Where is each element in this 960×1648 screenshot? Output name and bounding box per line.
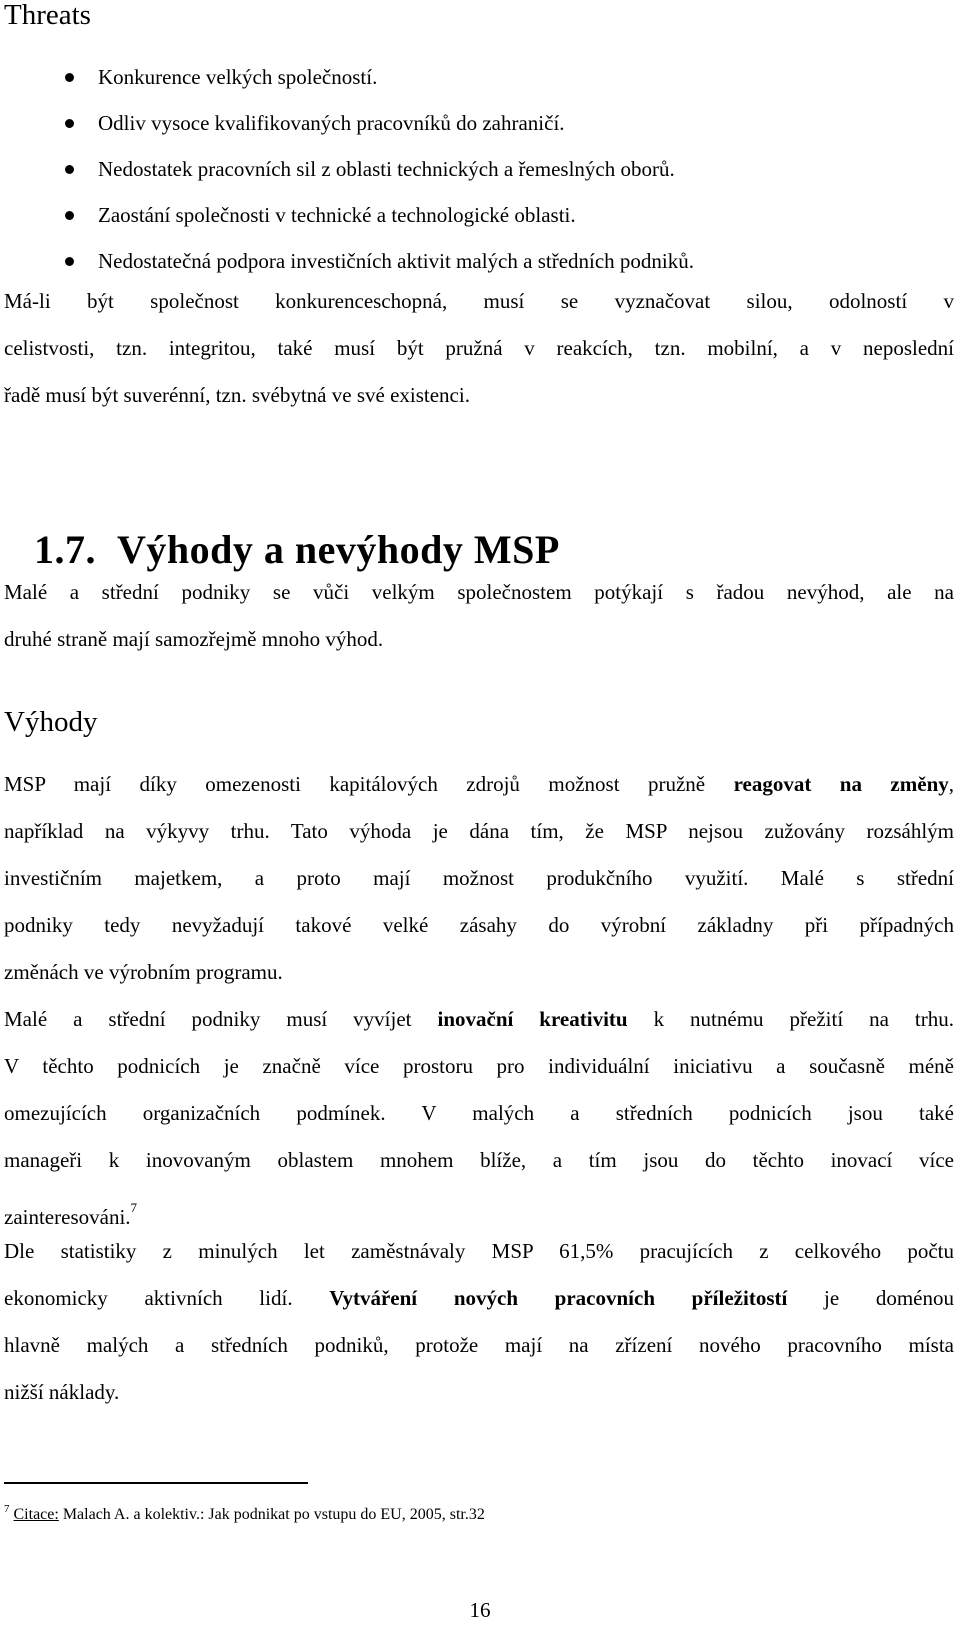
- bullet-icon: [65, 165, 74, 174]
- list-item: [0, 146, 694, 192]
- paragraph-line: omezujících organizačních podmínek. V malých a středních podnicích jsou také: [4, 1101, 954, 1125]
- footnote-number: 7: [4, 1503, 10, 1515]
- vyhody-heading: Výhody: [4, 706, 98, 738]
- list-item: [0, 54, 694, 100]
- threats-heading: Threats: [4, 0, 91, 31]
- text-run: ,: [948, 772, 954, 796]
- paragraph-line: například na výkyvy trhu. Tato výhoda je dána tím, že MSP nejsou zužovány rozsáhlým: [4, 819, 954, 843]
- paragraph-line: [4, 761, 954, 808]
- vyhody-paragraph-3: [4, 1228, 954, 1416]
- paragraph-line: Malé a střední podniky se vůči velkým společnostem potýkají s řadou nevýhod, ale na: [4, 580, 954, 604]
- paragraph-line: změnách ve výrobním programu.: [4, 960, 283, 984]
- vyhody-paragraph-1: [4, 761, 954, 996]
- bold-text: Vytváření nových pracovních příležitostí: [329, 1286, 788, 1310]
- paragraph-line: investičním majetkem, a proto mají možnost produkčního využití. Malé s střední: [4, 866, 954, 890]
- text-run: k nutnému přežití na trhu.: [627, 1007, 955, 1031]
- paragraph-line: nižší náklady.: [4, 1380, 120, 1404]
- footnote: [4, 1499, 485, 1525]
- footnote-text: Malach A. a kolektiv.: Jak podnikat po vstupu do EU, 2005, str.32: [58, 1506, 485, 1523]
- list-item: [0, 100, 694, 146]
- bullet-icon: [65, 211, 74, 220]
- paragraph-line: [4, 1275, 954, 1322]
- footnote-divider: [4, 1482, 308, 1484]
- text-run: je doménou: [787, 1286, 954, 1310]
- list-item-text: Nedostatek pracovních sil z oblasti technických a řemeslných oborů.: [98, 157, 675, 181]
- footnote-label: Citace:: [13, 1506, 59, 1523]
- bullet-icon: [65, 119, 74, 128]
- list-item: [0, 192, 694, 238]
- paragraph-line: druhé straně mají samozřejmě mnoho výhod.: [4, 627, 384, 651]
- text-run: zainteresováni.: [4, 1205, 131, 1229]
- paragraph-line: celistvosti, tzn. integritou, také musí být pružná v reakcích, tzn. mobilní, a v neposlední: [4, 336, 954, 360]
- text-run: MSP mají díky omezenosti kapitálových zdrojů možnost pružně: [4, 772, 734, 796]
- page-number: 16: [469, 1598, 491, 1622]
- section-title: Výhody a nevýhody MSP: [117, 527, 560, 572]
- threats-list: [0, 54, 694, 284]
- paragraph-line: podniky tedy nevyžadují takové velké zásahy do výrobní základny při případných: [4, 913, 954, 937]
- footnote-ref[interactable]: 7: [130, 1200, 138, 1215]
- bullet-icon: [65, 73, 74, 82]
- list-item-text: Konkurence velkých společností.: [98, 65, 378, 89]
- list-item-text: Nedostatečná podpora investičních aktivit malých a středních podniků.: [98, 249, 694, 273]
- paragraph-line: [4, 1184, 954, 1231]
- paragraph-line: hlavně malých a středních podniků, protože mají na zřízení nového pracovního místa: [4, 1333, 954, 1357]
- bold-text: reagovat na změny: [733, 772, 949, 796]
- paragraph-line: Dle statistiky z minulých let zaměstnávaly MSP 61,5% pracujících z celkového počtu: [4, 1239, 954, 1263]
- paragraph-line: řadě musí být suverénní, tzn. svébytná ve své existenci.: [4, 383, 470, 407]
- paragraph-line: V těchto podnicích je značně více prostoru pro individuální iniciativu a současně méně: [4, 1054, 954, 1078]
- vyhody-paragraph-2: [4, 996, 954, 1231]
- bold-text: inovační kreativitu: [437, 1007, 628, 1031]
- paragraph-line: [4, 996, 954, 1043]
- paragraph-line: manageři k inovovaným oblastem mnohem blíže, a tím jsou do těchto inovací více: [4, 1148, 954, 1172]
- list-item-text: Zaostání společnosti v technické a technologické oblasti.: [98, 203, 576, 227]
- list-item-text: Odliv vysoce kvalifikovaných pracovníků do zahraničí.: [98, 111, 565, 135]
- paragraph-line: Má-li být společnost konkurenceschopná, musí se vyznačovat silou, odolností v: [4, 289, 954, 313]
- bullet-icon: [65, 257, 74, 266]
- section-heading: [34, 525, 560, 575]
- threats-paragraph: [4, 278, 954, 419]
- text-run: Malé a střední podniky musí vyvíjet: [4, 1007, 438, 1031]
- section-number: 1.7.: [34, 527, 96, 572]
- section-intro: [4, 569, 954, 663]
- text-run: ekonomicky aktivních lidí.: [4, 1286, 330, 1310]
